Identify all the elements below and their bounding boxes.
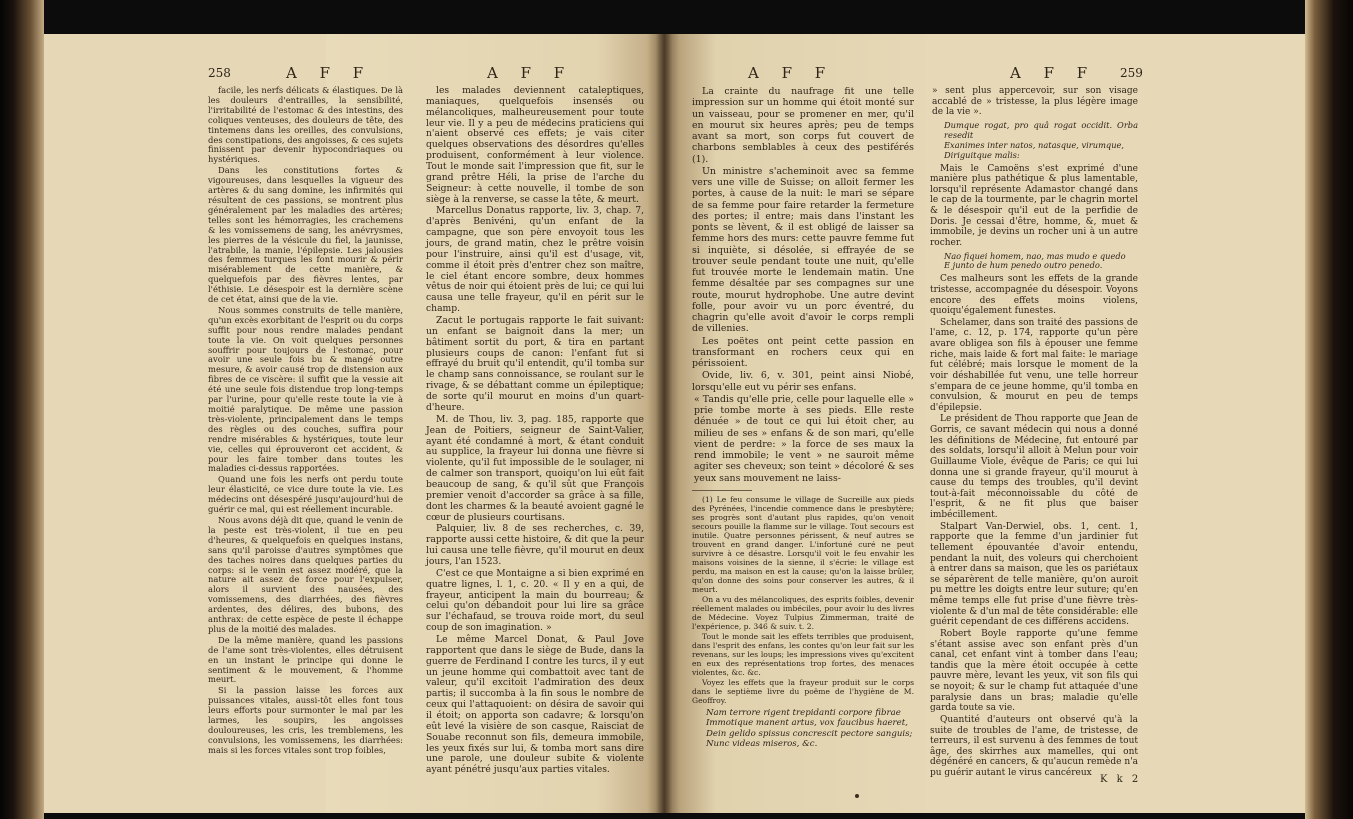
paragraph: Stalpart Van-Derwiel, obs. 1, cent. 1, rapporte que la femme d'un jardinier fut tellement épouvantée d'avoir entendu, pendant la nuit, des voleurs qui cherchoient à entrer dans sa maison, que les os pariétaux se séparèrent de telle manière, qu'on auroit pu mettre les doigts entre leur suture; qu'en même temps elle fut prise d'une fièvre très-violente & d'un mal de tête considérable: elle guérit cependant de ces différens accidens. bbox=[930, 521, 1138, 628]
verse-line: Dumque rogat, pro quâ rogat occidit. Orba resedit bbox=[944, 119, 1138, 140]
verse-line: Nunc videas miseros, &c. bbox=[706, 739, 818, 750]
page-number-right: 259 bbox=[1120, 66, 1143, 80]
paragraph: Marcellus Donatus rapporte, liv. 3, chap. 7, d'après Benivéni, qu'un enfant de la campagne, que son père envoyoit tous les jours, de grand matin, chez le prêtre voisin pour l'instruire, ainsi qu'il est d'usage, vit, comme il étoit près d'entrer chez son maître, le ciel étant encore sombre, deux hommes vêtus de noir qui étoient près de lui; ce qui lui causa une telle frayeur, qu'il en périt sur le champ. bbox=[426, 205, 644, 315]
paragraph: La crainte du naufrage fit une telle impression sur un homme qui étoit monté sur un vaisseau, pour se promener en mer, qu'il en mourut six heures après; peu de temps avant sa mort, son corps fut couvert de charbons semblables à ceux des pestiférés (1). bbox=[692, 86, 914, 165]
column-3 bbox=[692, 86, 914, 753]
footnote: (1) Le feu consume le village de Sucreille aux pieds des Pyrénées, l'incendie commence dans le presbytère; ses progrès sont d'autant plus rapides, qu'on venoit secours pouille la flamme sur le village. Tout secours est inutile. Quatre personnes périssent, & neuf autres se trouvent en grand danger. L'infortuné curé ne peut survivre à ce désastre. Lorsqu'il voit le feu envahir les maisons voisines de la sienne, il s'écrie: le village est perdu, ma maison en est la cause; qu'on la laisse brûler, qu'on donne des soins pour conserver les autres, & il meurt. bbox=[692, 494, 914, 594]
verse-line: E junto de hum penedo outro penedo. bbox=[944, 260, 1103, 271]
camoens-verse bbox=[930, 252, 1138, 272]
footnote: Tout le monde sait les effets terribles que produisent, dans l'esprit des enfans, les contes qu'on leur fait sur les revenans, sur les loups; les impressions vives qu'excitent en eux des représentations trop fortes, des menaces violentes, &c. &c. bbox=[692, 631, 914, 677]
running-head-right-2: A F F bbox=[1010, 64, 1097, 82]
running-head-left-1: A F F bbox=[286, 64, 373, 82]
paragraph: Le même Marcel Donat, & Paul Jove rapportent que dans le siège de Bude, dans la guerre de Ferdinand I contre les turcs, il y eut un jeune homme qui combattoit avec tant de valeur, qu'il excitoit l'admiration des deux partis; il succomba à la fin sous le nombre de ceux qui l'attaquoient: on désira de savoir qui il étoit; on apporta son cadavre; & lorsqu'on eût levé la visière de son casque, Raisciat de Souabe reconnut son fils, demeura immobile, les yeux fixés sur lui, & tomba mort sans dire une parole, une douleur subite & violente ayant pénétré jusqu'aux parties vitales. bbox=[426, 633, 644, 776]
column-4 bbox=[930, 86, 1138, 780]
verse-line: Nam terrore rigent trepidanti corpore fibrae bbox=[706, 707, 901, 718]
ovid-verse bbox=[930, 121, 1138, 161]
footnote-rule bbox=[692, 490, 752, 491]
quotation: « Tandis qu'elle prie, celle pour laquelle elle » prie tombe morte à ses pieds. Elle reste dénuée » de tout ce qui lui étoit cher, au milieu de ses » enfans & de son mari, qu'elle vient de perdre: » la force de ses maux la rend immobile; le vent » ne sauroit même agiter ses cheveux; son teint » décoloré & ses yeux sans mouvement ne laiss- bbox=[694, 393, 914, 484]
right-book-edge bbox=[1305, 0, 1353, 819]
paragraph: les malades deviennent cataleptiques, maniaques, quelquefois insensés ou mélancoliques, malheureusement pour toute leur vie. Il y a peu de médecins praticiens qui n'aient observé ces effets; je vais citer quelques observations des désordres qu'elles produisent, conformément à leur violence. Tout le monde sait l'impression que fit, sur le grand prêtre Héli, la prise de l'arche du Seigneur: à cette nouvelle, il tombe de son siège à la renverse, se casse la tête, & meurt. bbox=[426, 85, 644, 205]
paragraph: Quand une fois les nerfs ont perdu toute leur élasticité, ce vice dure toute la vie. Les médecins ont désespéré jusqu'aujourd'hui de guérir ce mal, qui est réellement incurable. bbox=[208, 474, 403, 515]
paragraph: C'est ce que Montaigne a si bien exprimé en quatre lignes, l. 1, c. 20. « Il y en a qui, de frayeur, anticipent la main du bourreau; & celui qu'on débandoit pour lui lire sa grâce sur l'échafaud, se trouva roide mort, du seul coup de son imagination. » bbox=[426, 567, 644, 634]
paragraph: Quantité d'auteurs ont observé qu'à la suite de troubles de l'ame, de tristesse, de terreurs, il est survenu à des femmes de tout âge, des skirrhes aux mamelles, qui ont dégénéré en cancers, & qu'aucun remède n'a pu guérir autant le virus cancéreux bbox=[930, 714, 1138, 779]
footnote: Voyez les effets que la frayeur produit sur le corps dans le septième livre du poëme de l'hygiène de M. Geoffroy. bbox=[692, 677, 914, 705]
paragraph: facile, les nerfs délicats & élastiques. De là les douleurs d'entrailles, la sensibilité, l'irritabilité de l'estomac & des intestins, des coliques venteuses, des douleurs de tête, des tintemens dans les oreilles, des convulsions, des constipations, des angoisses, & ces sujets finissent par devenir hypocondriaques ou hystériques. bbox=[208, 85, 403, 165]
paragraph: Palquier, liv. 8 de ses recherches, c. 39, rapporte aussi cette histoire, & dit que la peur lui causa une telle fièvre, qu'il mourut en deux jours, l'an 1523. bbox=[426, 523, 644, 567]
running-head-left-2: A F F bbox=[487, 64, 574, 82]
column-1 bbox=[208, 86, 403, 757]
latin-verse bbox=[692, 708, 914, 750]
running-head-right-1: A F F bbox=[748, 64, 835, 82]
paragraph: Le président de Thou rapporte que Jean de Gorris, ce savant médecin qui nous a donné les définitions de Médecine, fut entouré par des soldats, lorsqu'il alloit à Melun pour voir Guillaume Viole, évêque de Paris; ce qui lui donna une si grande frayeur, qu'il mourut à cause du temps des troubles, qu'il devint tout-à-fait méconnoissable du côté de l'esprit, & ne fit plus que baiser imbécillement. bbox=[930, 414, 1138, 521]
paragraph: Nous sommes construits de telle manière, qu'un excès exorbitant de l'esprit ou du corps suffit pour nous rendre malades pendant toute la vie. On voit quelques personnes souffrir pour toujours de l'estomac, pour avoir une seule fois bu & mangé outre mesure, & avoir causé trop de distension aux fibres de ce viscère: il suffit que la vessie ait été une seule fois distendue trop long-temps par l'urine, pour qu'elle reste toute la vie à moitié paralytique. De même une passion très-violente, principalement dans le temps des règles ou des couches, suffira pour rendre misérables & hystériques, toute leur vie, celles qui éprouveront cet accident, & pour les faire tomber dans toutes les maladies ci-dessus rapportées. bbox=[208, 304, 403, 474]
verse-line: Diriguitque malis: bbox=[944, 149, 1020, 160]
paragraph: Ovide, liv. 6, v. 301, peint ainsi Niobé, lorsqu'elle eut vu périr ses enfans. bbox=[692, 370, 914, 393]
verse-line: Nao fiquei homem, nao, mas mudo e quedo bbox=[944, 250, 1126, 261]
paragraph: Les poëtes ont peint cette passion en transformant en rochers ceux qui en périssoient. bbox=[692, 335, 914, 369]
paragraph: Zacut le portugais rapporte le fait suivant: un enfant se baignoit dans la mer; un bâtiment sortit du port, & tira en partant plusieurs coups de canon: l'enfant fut si effrayé du bruit qu'il entendit, qu'il tomba sur le champ sans connoissance, se roulant sur le rivage, & se débattant comme un épileptique; de sorte qu'il mourut en moins d'un quart-d'heure. bbox=[426, 315, 644, 413]
book-gutter bbox=[656, 34, 672, 813]
paragraph: Robert Boyle rapporte qu'une femme s'étant assise avec son enfant près d'un canal, cet enfant vint à tomber dans l'eau; tandis que la mère étoit occupée à cette pauvre mère, levant les yeux, vit son fils qui se noyoit; & sur le champ fut attaquée d'une paralysie dans un bras; maladie qu'elle garda toute sa vie. bbox=[930, 628, 1138, 714]
verse-line: Dein gelido spissus concrescit pectore sanguis; bbox=[706, 728, 913, 739]
left-book-edge bbox=[0, 0, 44, 819]
paragraph: Dans les constitutions fortes & vigoureuses, dans lesquelles la vigueur des artères & du sang domine, les infirmités qui résultent de ces passions, se montrent plus généralement par les maladies des artères; telles sont les hémorragies, les crachemens & les vomissemens de sang, les anévrysmes, les pierres de la vésicule du fiel, la jaunisse, l'atrabile, la manie, l'épilepsie. Les jalousies des femmes turques les font mourir & périr misérablement de cette manière, & quelquefois par des fièvres lentes, par l'éthisie. Le désespoir est la dernière scène de cet état, ainsi que de la vie. bbox=[208, 165, 403, 305]
paragraph: Si la passion laisse les forces aux puissances vitales, aussi-tôt elles font tous leurs efforts pour surmonter le mal par les larmes, les soupirs, les angoisses douloureuses, les cris, les tremblemens, les convulsions, les vomissemens, les diarrhées: mais si les forces vitales sont trop foibles, bbox=[208, 685, 403, 755]
paragraph: Schelamer, dans son traité des passions de l'ame, c. 12, p. 174, rapporte qu'un père avare obligea son fils à épouser une femme riche, mais laide & fort mal faite: le mariage fut célébré; mais lorsque le moment de la voir déshabillée fut venu, une telle horreur s'empara de ce jeune homme, qu'il tomba en convulsion, & mourut en peu de temps d'épilepsie. bbox=[930, 317, 1138, 413]
paragraph: Ces malheurs sont les effets de la grande tristesse, accompagnée du désespoir. Voyons encore des effets moins violens, quoiqu'également funestes. bbox=[930, 274, 1138, 317]
footnote: On a vu des mélancoliques, des esprits foibles, devenir réellement malades ou imbéciles, pour avoir lu des livres de Médecine. Voyez Tulpius Zimmerman, traité de l'expérience, p. 346 & suiv. t. 2. bbox=[692, 594, 914, 631]
paragraph: Nous avons déjà dit que, quand le venin de la peste est très-violent, il tue en peu d'heures, & quelquefois en quelques instans, sans qu'il paroisse d'autres symptômes que des taches noires dans quelques parties du corps: si le venin est assez modéré, que la nature ait assez de force pour l'expulser, alors il survient des nausées, des vomissemens, des diarrhées, des fièvres ardentes, des délires, des bubons, des anthrax: de cette espèce de peste il échappe plus de la moitié des malades. bbox=[208, 514, 403, 634]
paragraph: Un ministre s'acheminoit avec sa femme vers une ville de Suisse; on alloit fermer les portes, à cause de la nuit: le mari se sépare de sa femme pour faire retarder la fermeture des portes; il entre; mais dans l'instant les ponts se lèvent, & il est obligé de laisser sa femme hors des murs: cette pauvre femme fut si inquiète, si désolée, si effrayée de se trouver seule pendant toute une nuit, qu'elle fut trouvée morte le lendemain matin. Une femme désaltée par ses compagnes sur une route, mourut hydrophobe. Une autre devint folle, pour avoir vu un porc éventré, du chagrin qu'elle avoit d'avoir le corps rempli de villenies. bbox=[692, 165, 914, 335]
column-2 bbox=[426, 86, 644, 777]
page-number-left: 258 bbox=[208, 66, 231, 80]
ink-spot bbox=[855, 794, 859, 798]
verse-line: Immotique manent artus, vox faucibus haeret, bbox=[706, 718, 908, 729]
paragraph: Mais le Camoëns s'est exprimé d'une manière plus pathétique & plus lamentable, lorsqu'il représente Adamastor changé dans le cap de la tourmente, par le chagrin mortel & le désespoir qu'il eut de la perfidie de Doris. Je cessai d'être, homme, &, muet & immobile, je devins un rocher uni à un autre rocher. bbox=[930, 163, 1138, 248]
paragraph: M. de Thou, liv. 3, pag. 185, rapporte que Jean de Poitiers, seigneur de Saint-Valier, ayant été condamné à mort, & étant conduit au supplice, la frayeur lui donna une fièvre si violente, qu'il fut impossible de le soulager, ni de calmer son transport, quoiqu'on lui eût fait beaucoup de sang, & qu'il sût que François premier venoit d'accorder sa grâce à sa fille, dont les charmes & la beauté avoient gagné le cœur de plusieurs courtisans. bbox=[426, 413, 644, 523]
signature-mark: K k 2 bbox=[1100, 774, 1142, 785]
quotation-end: » sent plus appercevoir, sur son visage accablé de » tristesse, la plus légère image de la vie ». bbox=[932, 86, 1138, 118]
verse-line: Exanimes inter natos, natasque, virumque, bbox=[944, 139, 1125, 150]
paragraph: De la même manière, quand les passions de l'ame sont très-violentes, elles détruisent en un instant le principe qui donne le sentiment & le mouvement, & l'homme meurt. bbox=[208, 634, 403, 685]
